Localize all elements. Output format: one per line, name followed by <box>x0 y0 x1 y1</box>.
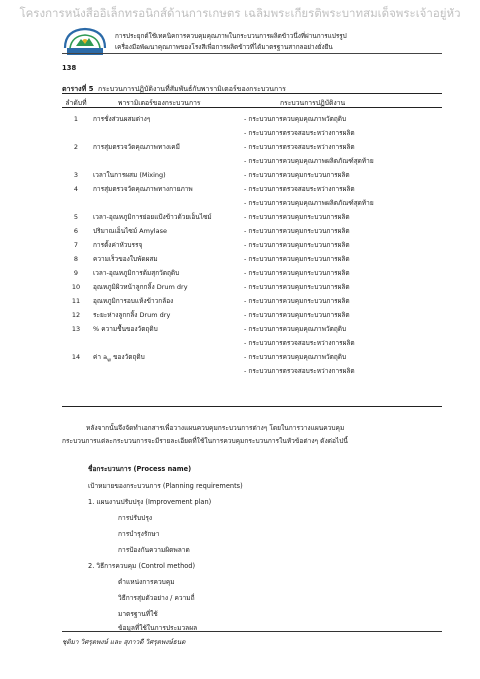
table-row-proc: - กระบวนการตรวจสอบระหว่างการผลิต <box>244 339 355 347</box>
table-row-proc: - กระบวนการตรวจสอบระหว่างการผลิต <box>244 367 355 375</box>
table-row-proc: - กระบวนการควบคุมคุณภาพวัตถุดิบ <box>244 115 347 123</box>
list-item: มาตรฐานที่ใช้ <box>118 610 158 618</box>
table-row-no: 14 <box>71 353 81 361</box>
table-row-param: อุณหภูมิผิวหน้าลูกกลิ้ง Drum dry <box>93 283 188 291</box>
body-paragraph <box>62 422 444 447</box>
table-row-param: การสุ่มตรวจวัดคุณภาพทางเคมี <box>93 143 180 151</box>
table-row-proc: - กระบวนการควบคุมกระบวนการผลิต <box>244 269 350 277</box>
table-row-no: 12 <box>71 311 81 319</box>
table-row-proc: - กระบวนการควบคุมกระบวนการผลิต <box>244 283 350 291</box>
table-row-param: % ความชื้นของวัตถุดิบ <box>93 325 158 333</box>
table-row-param: อุณหภูมิการอบแห้งข้าวกล้อง <box>93 297 174 305</box>
table-row-proc: - กระบวนการควบคุมกระบวนการผลิต <box>244 227 350 235</box>
table-row-param <box>93 354 145 364</box>
param-text: ค่า a <box>93 353 108 361</box>
header-rule <box>62 53 442 54</box>
param-subscript: w <box>107 358 111 364</box>
table-row-proc: - กระบวนการควบคุมคุณภาพผลิตภัณฑ์สุดท้าย <box>244 157 374 165</box>
table-header-param: พารามิเตอร์ของกระบวนการ <box>118 99 201 107</box>
table-row-proc: - กระบวนการควบคุมคุณภาพผลิตภัณฑ์สุดท้าย <box>244 199 374 207</box>
table-row-no: 1 <box>73 115 79 123</box>
list-item: การปรับปรุง <box>118 514 153 522</box>
param-text: ของวัตถุดิบ <box>111 353 145 361</box>
section-title: ชื่อกระบวนการ (Process name) <box>88 465 192 473</box>
list-item: วิธีการสุ่มตัวอย่าง / ความถี่ <box>118 594 195 602</box>
table-row-param: เวลา-อุณหภูมิการย่อยแป้งข้าวด้วยเอ็นไซม์ <box>93 213 212 221</box>
table-row-proc: - กระบวนการควบคุมคุณภาพวัตถุดิบ <box>244 325 347 333</box>
table-row-proc: - กระบวนการควบคุมคุณภาพวัตถุดิบ <box>244 353 347 361</box>
table-row-no: 10 <box>71 283 81 291</box>
table-row-proc: - กระบวนการตรวจสอบระหว่างการผลิต <box>244 143 355 151</box>
table-row-no: 6 <box>73 227 79 235</box>
table-row-no: 11 <box>71 297 81 305</box>
table-row-proc: - กระบวนการควบคุมกระบวนการผลิต <box>244 297 350 305</box>
table-row-param: เวลาในการผสม (Mixing) <box>93 171 166 179</box>
list-item: การป้องกันความผิดพลาด <box>118 546 190 554</box>
table-row-param: ระยะห่างลูกกลิ้ง Drum dry <box>93 311 171 319</box>
list-item: ข้อมูลที่ใช้ในการประมวลผล <box>118 624 198 632</box>
header-line-1: การประยุกต์ใช้เทคนิคการควบคุมคุณภาพในกระบวนการผลิตข้าวนึ่งที่ผ่านการแปรรูป <box>115 32 347 40</box>
table-header-no: ลำดับที่ <box>65 99 87 107</box>
list-item-heading: 2. วิธีการควบคุม (Control method) <box>88 562 196 570</box>
table-row-proc: - กระบวนการควบคุมกระบวนการผลิต <box>244 255 350 263</box>
table-top-rule <box>62 93 442 94</box>
paragraph-line: กระบวนการแต่ละกระบวนการจะมีรายละเอียดที่ใช้ในการควบคุมกระบวนการในหัวข้อต่างๆ ดังต่อไปนี้ <box>62 436 348 445</box>
table-row-param: การชั่งส่วนผสมต่างๆ <box>93 115 151 123</box>
table-row-no: 13 <box>71 325 81 333</box>
table-row-proc: - กระบวนการควบคุมกระบวนการผลิต <box>244 171 350 179</box>
table-row-no: 8 <box>73 255 79 263</box>
table-row-proc: - กระบวนการควบคุมกระบวนการผลิต <box>244 311 350 319</box>
list-item: ตำแหน่งการควบคุม <box>118 578 175 586</box>
table-row-proc: - กระบวนการควบคุมกระบวนการผลิต <box>244 213 350 221</box>
table-row-param: ปริมาณเอ็นไซม์ Amylase <box>93 227 167 235</box>
table-row-proc: - กระบวนการควบคุมกระบวนการผลิต <box>244 241 350 249</box>
table-bottom-rule <box>62 406 442 407</box>
watermark-text: โครงการหนังสืออิเล็กทรอนิกส์ด้านการเกษตร เฉลิมพระเกียรติพระบาทสมเด็จพระเจ้าอยู่หัว <box>19 6 461 20</box>
footer-authors: ชุติมา วิศรุตพงษ์ และ สุภาวดี วิศรุตพงษ์ธนต <box>62 638 186 646</box>
table-row-no: 9 <box>73 269 79 277</box>
section-subtitle: เป้าหมายของกระบวนการ (Planning requirements) <box>88 482 243 490</box>
table-row-param: การตั้งค่าหัวบรรจุ <box>93 241 143 249</box>
table-row-param: ความเร็วของใบพัดผสม <box>93 255 158 263</box>
table-row-no: 7 <box>73 241 79 249</box>
table-caption-label: ตารางที่ 5 <box>62 85 94 93</box>
paragraph-line: หลังจากนั้นจึงจัดทำเอกสารเพื่อวางแผนควบคุมกระบวนการต่างๆ โดยในการวางแผนควบคุม <box>86 424 345 432</box>
list-item-heading: 1. แผนงานปรับปรุง (Improvement plan) <box>88 498 212 506</box>
table-row-proc: - กระบวนการตรวจสอบระหว่างการผลิต <box>244 129 355 137</box>
footer-rule <box>62 631 442 632</box>
agency-logo-icon <box>62 26 108 60</box>
table-row-param: การสุ่มตรวจวัดคุณภาพทางกายภาพ <box>93 185 193 193</box>
table-header-proc: กระบวนการปฏิบัติงาน <box>280 99 346 107</box>
header-line-2: เครื่องมือพัฒนาคุณภาพของโรงสีเพื่อการผลิตข้าวที่ได้มาตรฐานสากลอย่างยั่งยืน <box>115 43 333 51</box>
list-item: การบำรุงรักษา <box>118 530 160 538</box>
table-row-no: 5 <box>73 213 79 221</box>
table-row-no: 2 <box>73 143 79 151</box>
table-row-param: เวลา-อุณหภูมิการต้มสุกวัตถุดิบ <box>93 269 180 277</box>
table-caption-text: กระบวนการปฏิบัติงานที่สัมพันธ์กับพารามิเตอร์ของกระบวนการ <box>97 85 286 93</box>
table-row-proc: - กระบวนการตรวจสอบระหว่างการผลิต <box>244 185 355 193</box>
page-number: 138 <box>62 64 77 72</box>
table-row-no: 4 <box>73 185 79 193</box>
table-row-no: 3 <box>73 171 79 179</box>
